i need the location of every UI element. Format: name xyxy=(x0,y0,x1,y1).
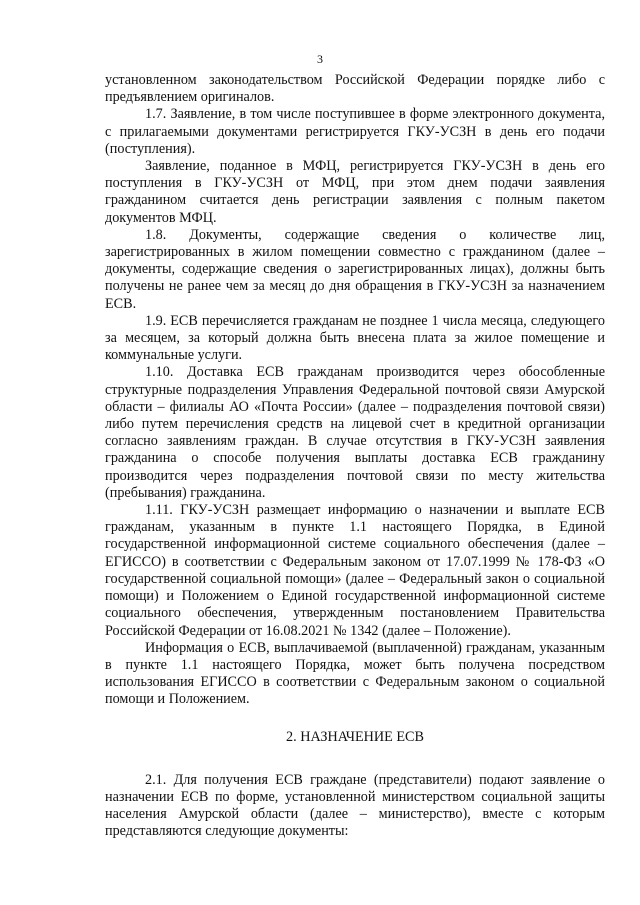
paragraph-egisso-info: Информация о ЕСВ, выплачиваемой (выплаченной) гражданам, указанным в пункте 1.1 настоящего Порядка, может быть получена посредством использования ЕГИССО в соответствии с Федеральным законом о социальной помощи и Положением. xyxy=(105,639,605,708)
page-number: 3 xyxy=(317,52,323,66)
paragraph-1-10: 1.10. Доставка ЕСВ гражданам производится через обособленные структурные подразделения Управления Федеральной почтовой связи Амурской области – филиалы АО «Почта России» (далее – подразделения почтовой связи) либо путем перечисления средств на лицевой счет в кредитной организации согласно заявлениям граждан. В случае отсутствия в ГКУ-УСЗН заявления гражданина о способе получения выплаты доставка ЕСВ гражданину производится через подразделения почтовой связи по месту жительства (пребывания) гражданина. xyxy=(105,364,605,501)
paragraph-1-7: 1.7. Заявление, в том числе поступившее в форме электронного документа, с прилагаемыми документами регистрируется ГКУ-УСЗН в день его подачи (поступления). xyxy=(105,106,605,157)
paragraph-2-1: 2.1. Для получения ЕСВ граждане (представители) подают заявление о назначении ЕСВ по форме, установленной министерством социальной защиты населения Амурской области (далее – министерство), вместе с которым представляются следующие документы: xyxy=(105,771,605,840)
section-title: 2. НАЗНАЧЕНИЕ ЕСВ xyxy=(286,728,424,745)
paragraph-continuation: установленном законодательством Российской Федерации порядке либо с предъявлением оригиналов. xyxy=(105,72,605,106)
paragraph-1-8: 1.8. Документы, содержащие сведения о количестве лиц, зарегистрированных в жилом помещении совместно с гражданином (далее – документы, содержащие сведения о зарегистрированных лицах), должны быть получены не ранее чем за месяц до дня обращения в ГКУ-УСЗН за назначением ЕСВ. xyxy=(105,226,605,312)
paragraph-mfc-registration: Заявление, поданное в МФЦ, регистрируется ГКУ-УСЗН в день его поступления в ГКУ-УСЗН от МФЦ, при этом днем подачи заявления гражданином считается день регистрации заявления с полным пакетом документов МФЦ. xyxy=(105,158,605,226)
document-body xyxy=(105,72,605,841)
paragraph-1-9: 1.9. ЕСВ перечисляется гражданам не позднее 1 числа месяца, следующего за месяцем, за который должна быть внесена плата за жилое помещение и коммунальные услуги. xyxy=(105,312,605,364)
paragraph-1-11: 1.11. ГКУ-УСЗН размещает информацию о назначении и выплате ЕСВ гражданам, указанным в пункте 1.1 настоящего Порядка, в Единой государственной информационной системе социального обеспечения (далее – ЕГИССО) в соответствии с Федеральным законом от 17.07.1999 № 178-ФЗ «О государственной социальной помощи» (далее – Федеральный закон о социальной помощи) и Положением о Единой государственной информационной системе социального обеспечения, утвержденным постановлением Правительства Российской Федерации от 16.08.2021 № 1342 (далее – Положение). xyxy=(105,502,605,639)
